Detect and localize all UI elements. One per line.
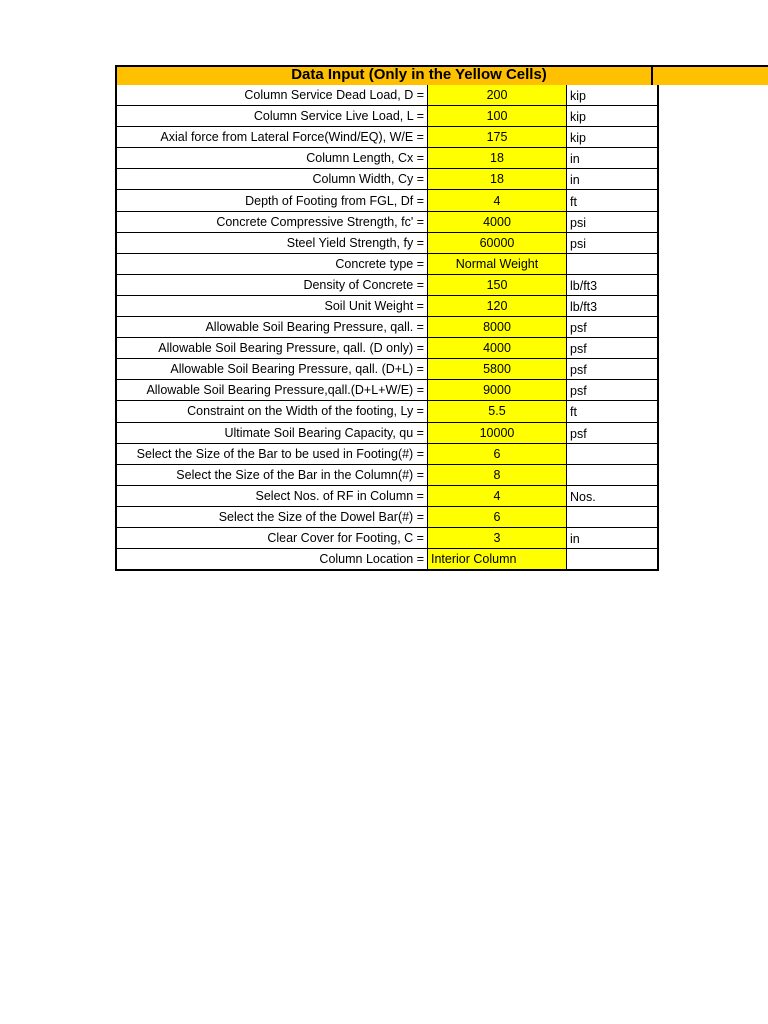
row-label: Column Service Live Load, L = [116, 106, 428, 127]
row-label: Depth of Footing from FGL, Df = [116, 190, 428, 211]
unit-cell: psi [567, 211, 659, 232]
unit-cell [567, 443, 659, 464]
row-label: Column Service Dead Load, D = [116, 85, 428, 106]
table-row [116, 422, 658, 443]
unit-cell: kip [567, 85, 659, 106]
row-label: Allowable Soil Bearing Pressure, qall. (D+L) = [116, 359, 428, 380]
unit-cell: in [567, 527, 659, 548]
table-row [116, 443, 658, 464]
table-row [116, 169, 658, 190]
input-cell[interactable]: 8000 [428, 317, 567, 338]
row-label: Concrete Compressive Strength, fc' = [116, 211, 428, 232]
row-label: Select the Size of the Bar to be used in Footing(#) = [116, 443, 428, 464]
table-row [116, 190, 658, 211]
table-row [116, 527, 658, 548]
input-cell[interactable]: Normal Weight [428, 253, 567, 274]
row-label: Allowable Soil Bearing Pressure, qall. (D only) = [116, 338, 428, 359]
unit-cell: psf [567, 317, 659, 338]
row-label: Column Width, Cy = [116, 169, 428, 190]
table-row [116, 338, 658, 359]
input-cell[interactable]: 4 [428, 485, 567, 506]
table-row [116, 380, 658, 401]
row-label: Allowable Soil Bearing Pressure,qall.(D+L+W/E) = [116, 380, 428, 401]
row-label: Allowable Soil Bearing Pressure, qall. = [116, 317, 428, 338]
input-cell[interactable]: 200 [428, 85, 567, 106]
unit-cell [567, 464, 659, 485]
table-row [116, 359, 658, 380]
input-cell[interactable]: Interior Column [428, 549, 567, 571]
row-label: Density of Concrete = [116, 274, 428, 295]
row-label: Select the Size of the Bar in the Column(#) = [116, 464, 428, 485]
row-label: Ultimate Soil Bearing Capacity, qu = [116, 422, 428, 443]
unit-cell: ft [567, 401, 659, 422]
unit-cell: kip [567, 127, 659, 148]
unit-cell: ft [567, 190, 659, 211]
unit-cell: psf [567, 380, 659, 401]
table-row [116, 485, 658, 506]
table-row [116, 274, 658, 295]
input-cell[interactable]: 60000 [428, 232, 567, 253]
table-row [116, 317, 658, 338]
input-cell[interactable]: 100 [428, 106, 567, 127]
unit-cell [567, 506, 659, 527]
row-label: Column Location = [116, 549, 428, 571]
sheet-title: Data Input (Only in the Yellow Cells) [115, 65, 653, 85]
row-label: Clear Cover for Footing, C = [116, 527, 428, 548]
unit-cell: psf [567, 422, 659, 443]
unit-cell: psi [567, 232, 659, 253]
row-label: Column Length, Cx = [116, 148, 428, 169]
unit-cell: psf [567, 338, 659, 359]
input-cell[interactable]: 175 [428, 127, 567, 148]
input-cell[interactable]: 18 [428, 169, 567, 190]
row-label: Axial force from Lateral Force(Wind/EQ), W/E = [116, 127, 428, 148]
table-row [116, 401, 658, 422]
unit-cell: psf [567, 359, 659, 380]
unit-cell: lb/ft3 [567, 274, 659, 295]
table-row [116, 464, 658, 485]
table-row [116, 506, 658, 527]
table-row [116, 549, 658, 571]
input-cell[interactable]: 4 [428, 190, 567, 211]
input-cell[interactable]: 6 [428, 506, 567, 527]
table-row [116, 295, 658, 316]
input-cell[interactable]: 5.5 [428, 401, 567, 422]
unit-cell: kip [567, 106, 659, 127]
unit-cell: in [567, 148, 659, 169]
table-row [116, 253, 658, 274]
input-cell[interactable]: 10000 [428, 422, 567, 443]
input-cell[interactable]: 5800 [428, 359, 567, 380]
input-cell[interactable]: 18 [428, 148, 567, 169]
input-cell[interactable]: 6 [428, 443, 567, 464]
input-cell[interactable]: 4000 [428, 211, 567, 232]
input-cell[interactable]: 9000 [428, 380, 567, 401]
table-row [116, 211, 658, 232]
row-label: Constraint on the Width of the footing, Ly = [116, 401, 428, 422]
input-cell[interactable]: 150 [428, 274, 567, 295]
row-label: Select the Size of the Dowel Bar(#) = [116, 506, 428, 527]
unit-cell: in [567, 169, 659, 190]
row-label: Concrete type = [116, 253, 428, 274]
input-cell[interactable]: 120 [428, 295, 567, 316]
table-row [116, 106, 658, 127]
unit-cell: lb/ft3 [567, 295, 659, 316]
input-cell[interactable]: 4000 [428, 338, 567, 359]
row-label: Soil Unit Weight = [116, 295, 428, 316]
input-cell[interactable]: 3 [428, 527, 567, 548]
unit-cell [567, 253, 659, 274]
table-row [116, 127, 658, 148]
row-label: Select Nos. of RF in Column = [116, 485, 428, 506]
unit-cell [567, 549, 659, 571]
data-input-table [115, 85, 659, 571]
row-label: Steel Yield Strength, fy = [116, 232, 428, 253]
table-row [116, 232, 658, 253]
table-row [116, 85, 658, 106]
table-row [116, 148, 658, 169]
input-cell[interactable]: 8 [428, 464, 567, 485]
unit-cell: Nos. [567, 485, 659, 506]
